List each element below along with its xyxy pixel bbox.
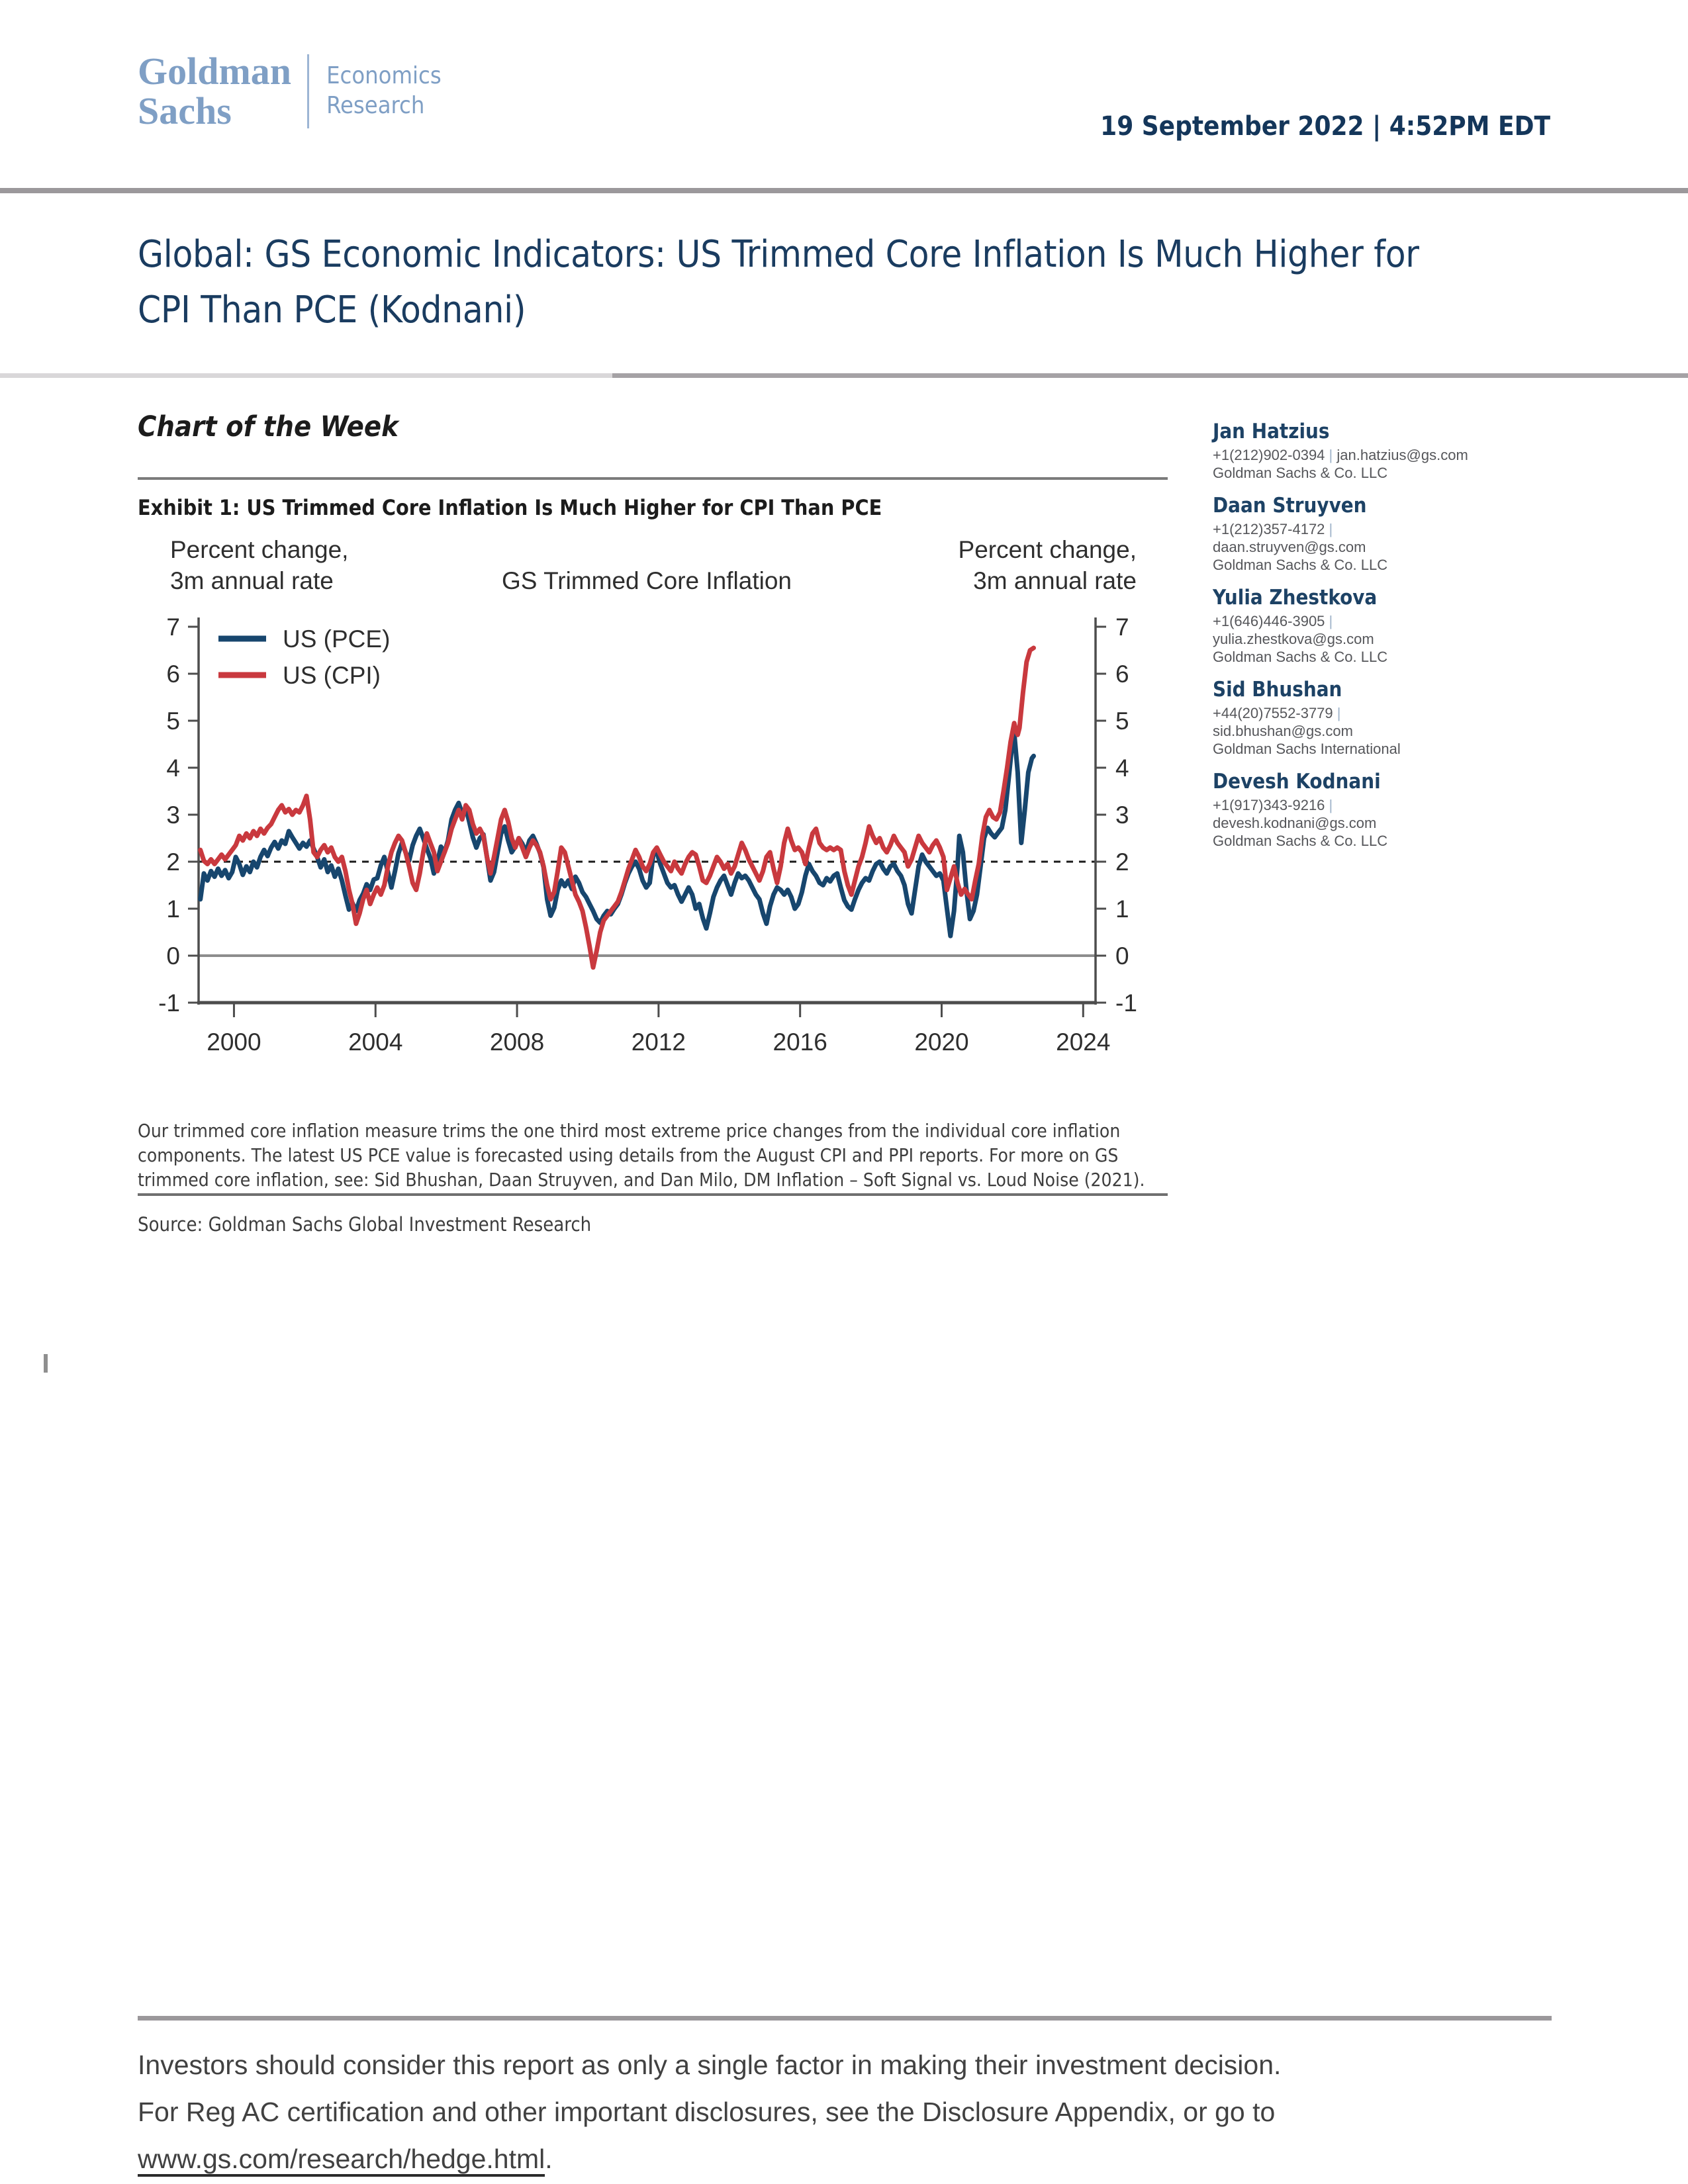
author-block bbox=[1213, 769, 1554, 850]
right-tick-label: 0 bbox=[1115, 942, 1129, 970]
author-detail-line: +1(212)902-0394 | jan.hatzius@gs.com bbox=[1213, 447, 1468, 463]
author-name: Daan Struyven bbox=[1213, 494, 1367, 518]
page-title: Global: GS Economic Indicators: US Trimmed Core Inflation Is Much Higher for CPI Than PCE (Kodnani) bbox=[138, 233, 1419, 332]
author-block bbox=[1213, 419, 1554, 482]
x-tick-label: 2004 bbox=[348, 1028, 403, 1056]
author-name: Sid Bhushan bbox=[1213, 678, 1342, 702]
author-list bbox=[1213, 419, 1554, 861]
author-detail-line: devesh.kodnani@gs.com bbox=[1213, 815, 1377, 831]
author-detail-line: Goldman Sachs & Co. LLC bbox=[1213, 649, 1388, 665]
author-detail-line: +44(20)7552-3779 | bbox=[1213, 705, 1341, 721]
disclosure-text bbox=[138, 2042, 1296, 2183]
report-datetime: 19 September 2022 | 4:52PM EDT bbox=[1100, 111, 1550, 142]
logo-word-goldman: Goldman bbox=[138, 50, 292, 93]
legend-label: US (PCE) bbox=[283, 625, 391, 653]
column-divider bbox=[138, 477, 1168, 480]
left-tick-label: 0 bbox=[166, 942, 180, 970]
logo-divider bbox=[307, 54, 309, 128]
header-divider bbox=[0, 188, 1688, 193]
author-detail-line: sid.bhushan@gs.com bbox=[1213, 723, 1353, 739]
title-divider-right bbox=[612, 373, 1688, 378]
left-tick-label: 7 bbox=[166, 614, 180, 641]
right-tick-label: 5 bbox=[1115, 707, 1129, 735]
disclosure-text-after: . bbox=[545, 2144, 553, 2174]
left-tick-label: -1 bbox=[158, 989, 180, 1017]
source-divider bbox=[138, 1193, 1168, 1196]
left-axis-label: Percent change, bbox=[170, 536, 349, 563]
disclosure-text-before: Investors should consider this report as only a single factor in making their investment decision. For Reg AC certification and other important disclosures, see the Disclosure Appendix, or go to bbox=[138, 2050, 1282, 2127]
left-axis-label: 3m annual rate bbox=[170, 567, 334, 594]
pipe-separator: | bbox=[1329, 797, 1333, 813]
left-tick-label: 6 bbox=[166, 660, 180, 688]
author-block bbox=[1213, 677, 1554, 758]
x-tick-label: 2008 bbox=[489, 1028, 545, 1056]
author-detail-line: yulia.zhestkova@gs.com bbox=[1213, 631, 1374, 647]
pipe-separator: | bbox=[1329, 521, 1333, 537]
author-detail-line: +1(917)343-9216 | bbox=[1213, 797, 1333, 813]
author-block bbox=[1213, 585, 1554, 666]
right-tick-label: -1 bbox=[1115, 989, 1137, 1017]
author-name: Yulia Zhestkova bbox=[1213, 586, 1378, 610]
logo-word-sachs: Sachs bbox=[138, 89, 232, 132]
exhibit-heading: Exhibit 1: US Trimmed Core Inflation Is Much Higher for CPI Than PCE bbox=[138, 495, 882, 520]
chart-title: GS Trimmed Core Inflation bbox=[502, 567, 792, 594]
right-tick-label: 2 bbox=[1115, 848, 1129, 876]
author-detail-line: Goldman Sachs & Co. LLC bbox=[1213, 833, 1388, 849]
right-tick-label: 6 bbox=[1115, 660, 1129, 688]
footer-divider bbox=[138, 2016, 1552, 2021]
x-tick-label: 2020 bbox=[914, 1028, 969, 1056]
author-detail-line: Goldman Sachs International bbox=[1213, 741, 1401, 757]
exhibit-footnote: Our trimmed core inflation measure trims the one third most extreme price changes from the individual core inflation components. The latest US PCE value is forecasted using details from the August CPI and PPI reports. For more on GS trimmed core inflation, see: Sid Bhushan, Daan Struyven, and Dan Milo, DM Inflation – Soft Signal vs. Loud Noise (2021). bbox=[138, 1120, 1145, 1191]
right-axis-label: 3m annual rate bbox=[973, 567, 1137, 594]
left-tick-label: 5 bbox=[166, 707, 180, 735]
pipe-separator: | bbox=[1336, 705, 1341, 721]
right-tick-label: 4 bbox=[1115, 754, 1129, 782]
x-tick-label: 2000 bbox=[207, 1028, 261, 1056]
pipe-separator: | bbox=[1329, 447, 1333, 463]
author-name: Jan Hatzius bbox=[1213, 420, 1330, 443]
author-detail-line: Goldman Sachs & Co. LLC bbox=[1213, 557, 1388, 573]
author-block bbox=[1213, 493, 1554, 574]
author-detail-line: +1(212)357-4172 | bbox=[1213, 521, 1333, 537]
page-margin-mark bbox=[44, 1354, 48, 1373]
goldman-sachs-logo bbox=[138, 52, 291, 131]
x-tick-label: 2012 bbox=[631, 1028, 686, 1056]
dept-economics: Economics bbox=[326, 62, 442, 89]
chart-svg bbox=[136, 526, 1168, 1109]
left-tick-label: 1 bbox=[166, 895, 180, 923]
left-tick-label: 2 bbox=[166, 848, 180, 876]
author-detail-line: +1(646)446-3905 | bbox=[1213, 613, 1333, 629]
legend-label: US (CPI) bbox=[283, 662, 381, 689]
title-divider-left bbox=[0, 373, 612, 378]
left-tick-label: 4 bbox=[166, 754, 180, 782]
right-tick-label: 7 bbox=[1115, 614, 1129, 641]
series-line-cpi bbox=[201, 648, 1034, 968]
author-name: Devesh Kodnani bbox=[1213, 770, 1381, 794]
x-tick-label: 2016 bbox=[773, 1028, 827, 1056]
dept-research: Research bbox=[326, 92, 425, 119]
trimmed-core-inflation-chart bbox=[136, 526, 1168, 1109]
disclosure-link[interactable]: www.gs.com/research/hedge.html bbox=[138, 2144, 545, 2177]
left-tick-label: 3 bbox=[166, 801, 180, 829]
masthead bbox=[138, 52, 442, 131]
author-detail-line: daan.struyven@gs.com bbox=[1213, 539, 1366, 555]
right-axis-label: Percent change, bbox=[958, 536, 1137, 563]
pipe-separator: | bbox=[1329, 613, 1333, 629]
author-detail-line: Goldman Sachs & Co. LLC bbox=[1213, 465, 1388, 481]
right-tick-label: 1 bbox=[1115, 895, 1129, 923]
exhibit-source: Source: Goldman Sachs Global Investment Research bbox=[138, 1213, 592, 1236]
section-heading: Chart of the Week bbox=[138, 410, 399, 443]
x-tick-label: 2024 bbox=[1056, 1028, 1111, 1056]
right-tick-label: 3 bbox=[1115, 801, 1129, 829]
